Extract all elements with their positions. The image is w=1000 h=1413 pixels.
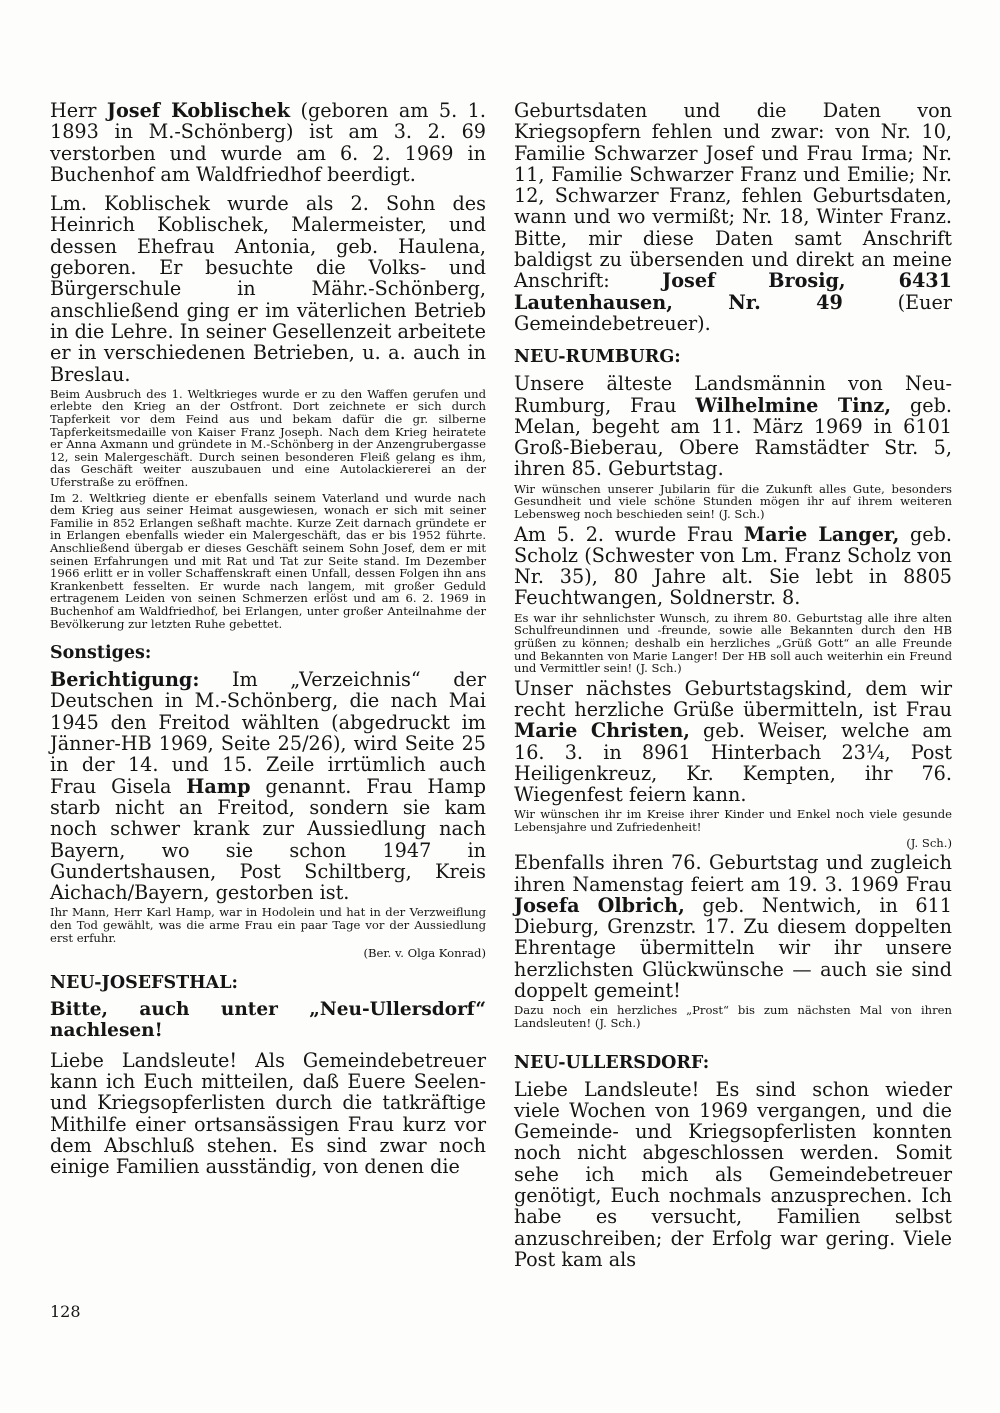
text-run: Im „Verzeichnis“ der Deutschen in M.-Schönberg, die nach Mai 1945 den Freitod wählten (abgedruckt im Jänner-HB 1969, Seite 25/26), wird Seite 25 in der 14. und 15. Zeile irrtümlich auch Frau Gisela [50,668,486,798]
section-heading-sonstiges: Sonstiges: [50,643,152,664]
person-name: Wilhelmine Tinz, [695,393,892,417]
hamp-small-paragraph: Ihr Mann, Herr Karl Hamp, war in Hodolein und hat in der Verzweiflung den Tod gewählt, was die arme Frau ein paar Tage vor der Aussiedlung erst erfuhr. [50,905,486,945]
text-run: Herr [50,99,107,122]
left-column [50,100,486,1178]
person-name: Josefa Olbrich, [514,893,685,917]
josefsthal-subheading: Bitte, auch unter „Neu-Ullersdorf“ nachlesen! [50,998,486,1042]
text-run: Unser nächstes Geburtstagskind, dem wir recht herzliche Grüße übermitteln, ist Frau [514,676,952,721]
person-name: Marie Langer, [743,522,900,546]
person-name: Josef Koblischek [106,99,291,122]
josefsthal-body: Liebe Landsleute! Als Gemeindebetreuer kann ich Euch mitteilen, daß Euere Seelen- und Kriegsopferlisten durch die tatkräftige Mithilfe einer ortsansässigen Frau kurz vor dem Abschluß stehen. Es sind zwar noch einige Familien ausständig, von denen die [50,1048,486,1179]
text-run: Ebenfalls ihren 76. Geburtstag und zugleich ihren Namenstag feiert am 19. 3. 1969 Frau [514,851,952,896]
page-number: 128 [50,1302,81,1321]
text-run: Am 5. 2. wurde Frau [514,522,744,546]
christen-paragraph [514,678,952,806]
obituary-small-paragraph: Beim Ausbruch des 1. Weltkrieges wurde er zu den Waffen gerufen und erlebte den Krieg an der Ostfront. Dort zeichnete er sich durch Tapferkeit vor dem Feind aus und bekam dafür die gr. silberne Tapferkeitsmedaille von Kaiser Franz Joseph. Nach dem Krieg heiratete er Anna Axmann und gründete in M.-Schönberg in der Anzengrubergasse 12, sein Malergeschäft. Durch seinen besonderen Fleiß gelang es ihm, das Geschäft weiter auszubauen und eine Autolackiererei an der Uferstraße zu eröffnen. [50,386,486,490]
text-run: Geburtsdaten und die Daten von Kriegsopfern fehlen und zwar: von Nr. 10, Familie Schwarzer Josef und Frau Irma; Nr. 11, Familie Schwarzer Franz und Emilie; Nr. 12, Schwarzer Franz, fehlen Geburtsdaten, wann und wo vermißt; Nr. 18, Winter Franz. Bitte, mir diese Daten samt Anschrift baldigst zu übersenden und direkt an meine Anschrift: [514,99,952,293]
right-column [514,100,952,1270]
section-heading-neu-josefsthal: NEU-JOSEFSTHAL: [50,972,239,993]
obituary-paragraph: Lm. Koblischek wurde als 2. Sohn des Heinrich Koblischek, Malermeister, und dessen Ehefrau Antonia, geb. Haulena, geboren. Er besuchte die Volks- und Bürgerschule in Mähr.-Schönberg, anschließend ging er im väterlichen Betrieb in die Lehre. In seiner Gesellenzeit arbeitete er in verschiedenen Betrieben, u. a. auch in Breslau. [50,192,486,386]
hamp-signature: (Ber. v. Olga Konrad) [363,946,486,961]
olbrich-paragraph [514,852,952,1001]
text-run: geb. Weiser, welche am 16. 3. in 8961 Hinterbach 23¼, Post Heiligenkreuz, Kr. Kempten, ihr 76. Wiegenfest feiern kann. [514,719,952,807]
ullersdorf-body: Liebe Landsleute! Es sind schon wieder viele Wochen von 1969 vergangen, und die Gemeinde- und Kriegsopferlisten konnten noch nicht abgeschlossen werden. Somit sehe ich mich als Gemeindebetreuer genötigt, Euch nochmals anzusprechen. Ich habe es versucht, Familien selbst anzuschreiben; der Erfolg war gering. Viele Post kam als [514,1077,952,1271]
tinz-paragraph [514,373,952,479]
person-name: Marie Christen, [514,719,690,743]
obituary-intro-paragraph [50,100,486,185]
address: Josef Brosig, 6431 Lautenhausen, Nr. 49 [514,269,953,314]
person-name: Hamp [186,774,251,798]
christen-small-paragraph: Wir wünschen ihr im Kreise ihrer Kinder und Enkel noch viele gesunde Lebensjahre und Zufriedenheit! [514,807,952,835]
text-run: Unsere älteste Landsmännin von Neu-Rumburg, Frau [514,372,952,417]
christen-signature: (J. Sch.) [906,835,952,850]
josefsthal-continuation [514,100,952,334]
text-run: geb. Melan, begeht am 11. März 1969 in 6101 Groß-Bieberau, Obere Ramstädter Str. 5, ihren 85. Geburtstag. [514,393,952,481]
text-run: (geboren am 5. 1. 1893 in M.-Schönberg) ist am 3. 2. 69 verstorben und wurde am 6. 2. 1969 in Buchenhof am Waldfriedhof beerdigt. [50,99,486,186]
tinz-small-paragraph: Wir wünschen unserer Jubilarin für die Zukunft alles Gute, besonders Gesundheit und viele schöne Stunden mögen ihr auf ihrem weiteren Lebensweg noch beschieden sein! (J. Sch.) [514,481,952,521]
olbrich-small-paragraph: Dazu noch ein herzliches „Prost“ bis zum nächsten Mal von ihren Landsleuten! (J. Sch.) [514,1003,952,1030]
langer-paragraph [514,524,952,609]
berichtigung-paragraph [50,669,486,903]
berichtigung-label: Berichtigung: [50,668,200,692]
section-heading-neu-rumburg: NEU-RUMBURG: [514,347,681,368]
obituary-small-paragraph-2: Im 2. Weltkrieg diente er ebenfalls seinem Vaterland und wurde nach dem Krieg aus seiner Heimat ausgewiesen, wonach er sich mit seiner Familie in 852 Erlangen seßhaft machte. Kurze Zeit darnach gründete er in Erlangen ebenfalls wieder ein Malergeschäft, das er bis 1952 führte. Anschließend übergab er dieses Geschäft seinem Sohn Josef, dem er mit seinen Erfahrungen und mit Rat und Tat zur Seite stand. Im Dezember 1966 erlitt er in voller Schaffenskraft einen Unfall, dessen Folgen ihn ans Krankenbett fesselten. Er wurde nach langem, mit großer Geduld ertragenem Leiden von seinen Schmerzen erlöst und am 6. 2. 1969 in Buchenhof am Waldfriedhof, bei Erlangen, unter großer Anteilnahme der Bevölkerung zur letzten Ruhe gebettet. [50,490,486,631]
text-run: (Euer Gemeindebetreuer). [514,290,952,335]
text-run: geb. Nentwich, in 611 Dieburg, Grenzstr. 17. Zu diesem doppelten Ehrentage übermitteln wir ihr unsere herzlichsten Glückwünsche — auch sie sind doppelt gemeint! [514,893,952,1003]
section-heading-neu-ullersdorf: NEU-ULLERSDORF: [514,1052,710,1073]
text-run: genannt. Frau Hamp starb nicht an Freitod, sondern sie kam noch schwer krank zur Aussiedlung nach Bayern, wo sie schon 1947 in Gundertshausen, Post Schiltberg, Kreis Aichach/Bayern, gestorben ist. [50,774,486,905]
text-run: geb. Scholz (Schwester von Lm. Franz Scholz von Nr. 35), 80 Jahre alt. Sie lebt in 8805 Feuchtwangen, Soldnerstr. 8. [514,522,952,610]
langer-small-paragraph: Es war ihr sehnlichster Wunsch, zu ihrem 80. Geburtstag alle ihre alten Schulfreundinnen und -freunde, sowie alle Bekannten durch den HB grüßen zu können; deshalb ein herzliches „Grüß Gott“ an alle Freunde und Bekannten von Marie Langer! Der HB soll auch weiterhin ein Freund und Vermittler sein! (J. Sch.) [514,610,952,676]
